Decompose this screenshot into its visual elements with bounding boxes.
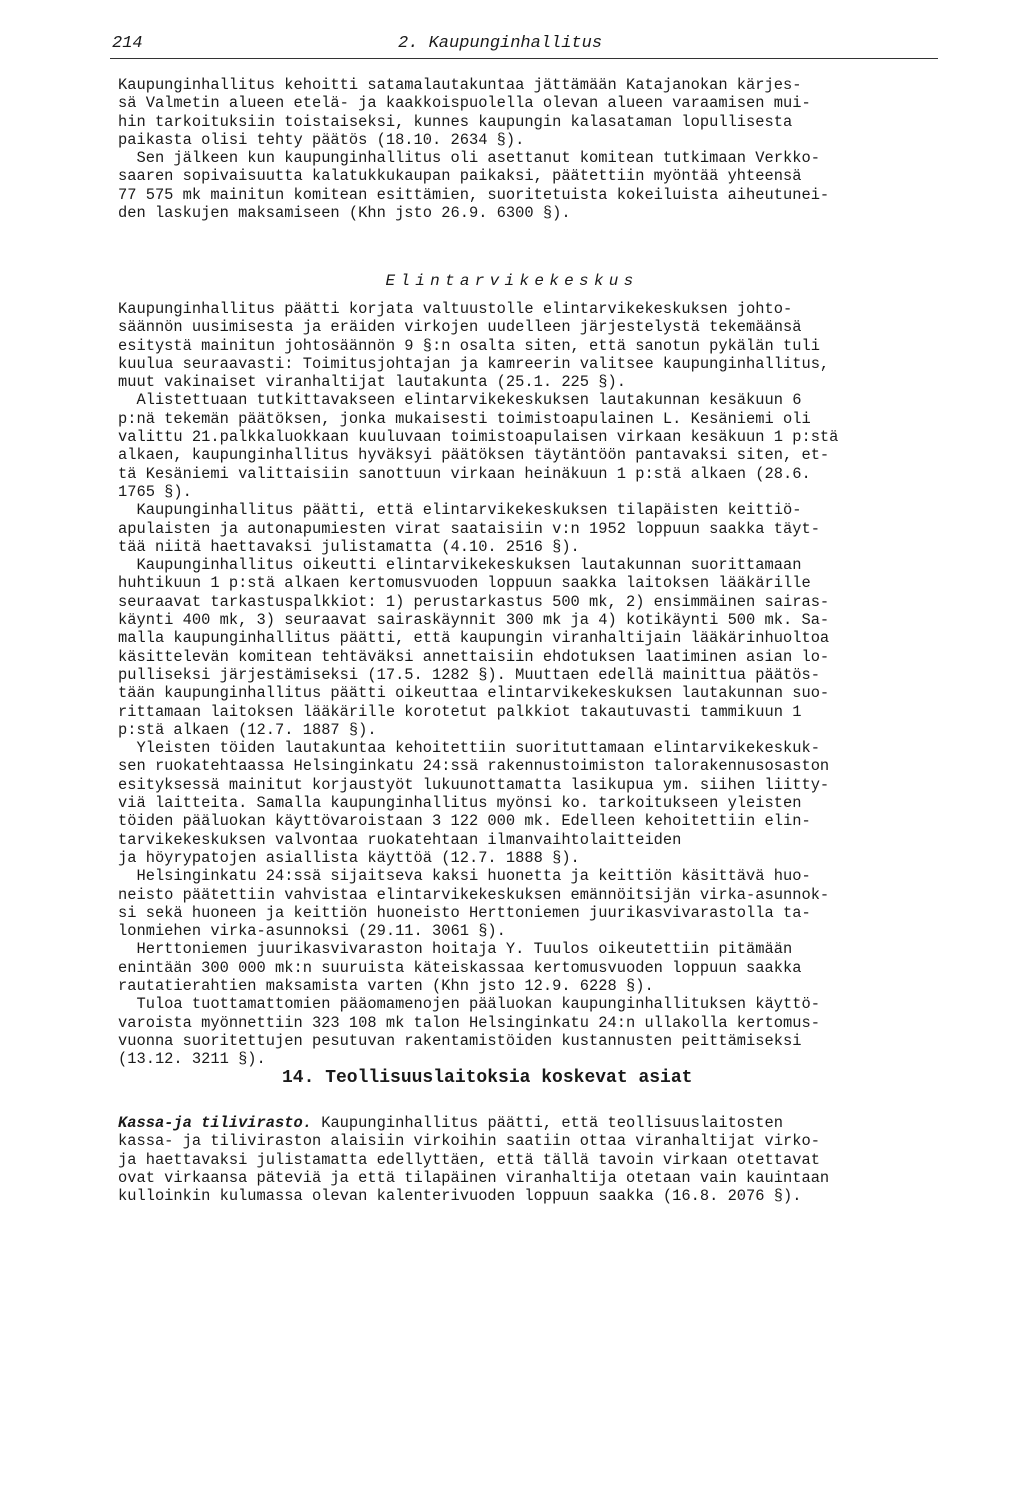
text-line: Yleisten töiden lautakuntaa kehoitettiin suorituttamaan elintarvikekeskuk- [118,739,820,758]
text-line: tää niitä haettavaksi julistamatta (4.10. 2516 §). [118,537,580,556]
text-line: 1765 §). [118,482,192,501]
text-line: rautatierahtien maksamista varten (Khn jsto 12.9. 6228 §). [118,976,654,995]
text-line: esitystä mainitun johtosäännön 9 §:n osalta siten, että sanotun pykälän tuli [118,336,820,355]
text-line: Alistettuaan tutkittavakseen elintarvikekeskuksen lautakunnan kesäkuun 6 [118,391,802,410]
text-line: sen ruokatehtaassa Helsinginkatu 24:ssä rakennustoimiston talorakennusosaston [118,757,830,776]
text-line: den laskujen maksamiseen (Khn jsto 26.9. 6300 §). [118,204,571,223]
section-heading: Elintarvikekeskus [385,272,639,290]
text-line: (13.12. 3211 §). [118,1050,266,1069]
text-line: viä laitteita. Samalla kaupunginhallitus myönsi ko. tarkoitukseen yleisten [118,794,802,813]
text-line: si sekä huoneen ja keittiön huoneisto Herttoniemen juurikasvivarastolla ta- [118,903,811,922]
running-title: 2. Kaupunginhallitus [398,34,603,53]
text-line: töiden pääluokan käyttövaroistaan 3 122 000 mk. Edelleen kehoitettiin elin- [118,812,811,831]
text-line: ovat virkaansa päteviä ja että tilapäinen viranhaltija otetaan vain kauintaan [118,1168,830,1187]
text-line: paikasta olisi tehty päätös (18.10. 2634 §). [118,130,525,149]
page-number: 214 [112,34,143,53]
text-line: alkaen, kaupunginhallitus hyväksyi päätöksen täytäntöön pantavaksi siten, et- [118,446,830,465]
header-rule [110,58,938,59]
text-line: varoista myönnettiin 323 108 mk talon Helsinginkatu 24:n ullakolla kertomus- [118,1013,820,1032]
text-line: Tuloa tuottamattomien pääomamenojen pääluokan kaupunginhallituksen käyttö- [118,995,820,1014]
text-line: neisto päätettiin vahvistaa elintarvikekeskuksen emännöitsijän virka-asunnok- [118,885,830,904]
text-line: Kaupunginhallitus oikeutti elintarvikekeskuksen lautakunnan suorittamaan [118,556,802,575]
text-line: säännön uusimisesta ja eräiden virkojen uudelleen järjestelystä tekemäänsä [118,318,802,337]
text-line: huhtikuun 1 p:stä alkaen kertomusvuoden loppuun saakka laitoksen lääkärille [118,574,811,593]
text-line: lonmiehen virka-asunnoksi (29.11. 3061 §). [118,922,506,941]
text-line: vuonna suoritettujen pesutuvan rakentamistöiden kustannusten peittämiseksi [118,1031,802,1050]
text-line: rittamaan laitoksen lääkärille korotetut palkkiot takautuvasti tammikuun 1 [118,702,802,721]
text-line: tä Kesäniemi valittaisiin sanottuun virkaan heinäkuun 1 p:stä alkaen (28.6. [118,464,811,483]
text-line: kassa- ja tiliviraston alaisiin virkoihin saatiin ottaa viranhaltijat virko- [118,1132,820,1151]
paragraph-lead: Kassa-ja tilivirasto. [118,1114,312,1132]
text-line: muut vakinaiset viranhaltijat lautakunta (25.1. 225 §). [118,373,626,392]
text-line: tään kaupunginhallitus päätti oikeuttaa elintarvikekeskuksen lautakunnan suo- [118,684,830,703]
text-line: käynti 400 mk, 3) seuraavat sairaskäynnit 300 mk ja 4) kotikäynti 500 mk. Sa- [118,611,830,630]
text-line: p:nä tekemän päätöksen, jonka mukaisesti toimistoapulainen L. Kesäniemi oli [118,409,811,428]
text-line: Helsinginkatu 24:ssä sijaitseva kaksi huonetta ja keittiön käsittävä huo- [118,867,811,886]
text-line: Kaupunginhallitus kehoitti satamalautakuntaa jättämään Katajanokan kärjes- [118,76,802,94]
text-line: apulaisten ja autonapumiesten virat saataisiin v:n 1952 loppuun saakka täyt- [118,519,820,538]
paragraphs-elintarvikekeskus [118,300,960,1068]
text-line: Herttoniemen juurikasvivaraston hoitaja Y. Tuulos oikeutettiin pitämään [118,940,793,959]
text-line: saaren sopivaisuutta kalatukkukaupan paikaksi, päätettiin myöntää yhteensä [118,167,802,186]
text-line: hin tarkoituksiin toistaiseksi, kunnes kaupungin kalasataman lopullisesta [118,112,793,131]
text-line: kulloinkin kulumassa olevan kalenterivuoden loppuun saakka (16.8. 2076 §). [118,1187,802,1206]
text-line: malla kaupunginhallitus päätti, että kaupungin viranhaltijain lääkärinhuoltoa [118,629,830,648]
text-line: 77 575 mk mainitun komitean esittämien, suoritetuista kokeiluista aiheutunei- [118,185,830,204]
text-line: Sen jälkeen kun kaupunginhallitus oli asettanut komitean tutkimaan Verkko- [118,149,820,168]
text-line: sä Valmetin alueen etelä- ja kaakkoispuolella olevan alueen varaamisen mui- [118,94,811,113]
text-line-rest: Kaupunginhallitus päätti, että teollisuuslaitosten [311,1114,783,1132]
text-line [118,1114,960,1132]
text-line: Kaupunginhallitus päätti, että elintarvikekeskuksen tilapäisten keittiö- [118,501,802,520]
text-line: Kaupunginhallitus päätti korjata valtuustolle elintarvikekeskuksen johto- [118,300,793,318]
text-line: tarvikekeskuksen valvontaa ruokatehtaan ilmanvaihtolaitteiden [118,830,682,849]
text-line: enintään 300 000 mk:n suuruista käteiskassaa kertomusvuoden loppuun saakka [118,958,802,977]
text-line: ja höyrypatojen asiallista käyttöä (12.7. 1888 §). [118,848,580,867]
text-line: pulliseksi järjestämiseksi (17.5. 1282 §). Muuttaen edellä mainittua päätös- [118,665,820,684]
text-line: valittu 21.palkkaluokkaan kuuluvaan toimistoapulaisen virkaan kesäkuun 1 p:stä [118,428,839,447]
text-line: kuulua seuraavasti: Toimitusjohtajan ja kamreerin valitsee kaupunginhallitus, [118,354,830,373]
text-line: ja haettavaksi julistamatta edellyttäen, että tällä tavoin virkaan otettavat [118,1150,820,1169]
text-line: seuraavat tarkastuspalkkiot: 1) perustarkastus 500 mk, 2) ensimmäinen sairas- [118,592,830,611]
paragraphs-kalasatama [118,76,960,222]
text-line: käsittelevän komitean tehtäväksi annettaisiin ehdotuksen laatiminen asian lo- [118,647,830,666]
text-line: p:stä alkaen (12.7. 1887 §). [118,720,377,739]
text-line: esityksessä mainitut korjaustyöt lukuunottamatta lasikupua ym. siihen liitty- [118,775,830,794]
paragraphs-kassa-ja-tilivirasto [118,1114,960,1205]
chapter-heading: 14. Teollisuuslaitoksia koskevat asiat [282,1068,693,1088]
